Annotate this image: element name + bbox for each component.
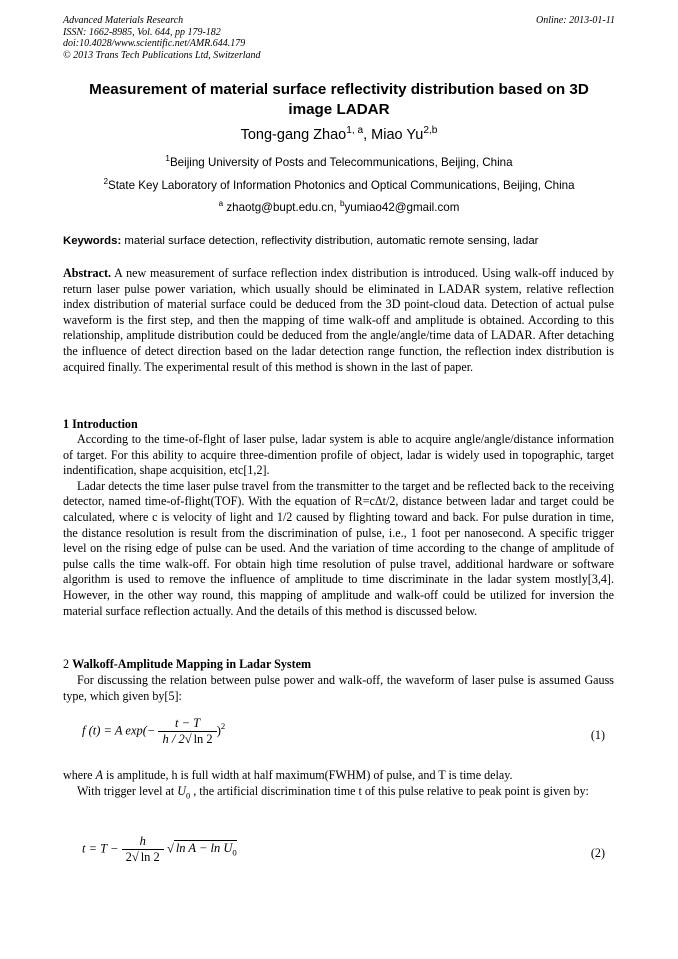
eq2-radicand-text: ln A − ln U bbox=[175, 841, 233, 856]
eq1-lhs: f (t) = A exp(− bbox=[82, 723, 156, 738]
eq1-fraction bbox=[158, 716, 216, 747]
equation-2 bbox=[82, 834, 237, 865]
sqrt-icon: √ bbox=[131, 850, 139, 864]
abstract-label: Abstract. bbox=[63, 266, 112, 280]
email-superscript: a bbox=[218, 199, 224, 209]
keywords-label: Keywords: bbox=[63, 235, 122, 247]
paragraph: Ladar detects the time laser pulse travel from the transmitter to the target and be reflected back to the receiving detector, named time-of-flight(TOF). With the equation of R=cΔt/2, distance between ladar and target could be calculated, where c is velocity of light and 1/2 caused by flighting toward and back. For pulse duration in time, the distance resolution is result from the discrimination of pulse, i.e., 1 foot per nanosecond. A specific trigger level on the rising edge of pulse can be used. And the variation of time according to the change of amplitude of pulse calls the time walk-off. For obtain high time resolution of pulse travel, additional hardware or software algorithm is used to remove the influence of amplitude to time discriminate in the ladar system mostly[3,4]. However, in the other way round, this mapping of amplitude and walk-off could be utilized for inversion the material surface reflection actually. And the details of this method is discussed below. bbox=[63, 478, 614, 618]
eq2-radicand-sub: 0 bbox=[232, 847, 237, 858]
affiliation-text: Beijing University of Posts and Telecommunications, Beijing, China bbox=[169, 156, 513, 169]
issn: ISSN: 1662-8985, Vol. 644, pp 179-182 bbox=[63, 26, 221, 38]
text-run: where bbox=[63, 768, 96, 782]
eq2-fraction bbox=[122, 834, 164, 865]
online-date: Online: 2013-01-11 bbox=[536, 15, 615, 26]
text-run: With trigger level at bbox=[77, 783, 178, 798]
section-2-body bbox=[63, 768, 614, 804]
symbol-A: A bbox=[95, 768, 103, 782]
eq2-den-2: 2 bbox=[125, 850, 132, 864]
eq1-den-h: h / 2 bbox=[162, 732, 185, 746]
equation-1-number: (1) bbox=[590, 728, 605, 742]
section-2-intro bbox=[63, 673, 614, 704]
copyright: © 2013 Trans Tech Publications Ltd, Switzerland bbox=[63, 49, 261, 61]
eq2-radicand bbox=[174, 840, 237, 858]
email-superscript: b bbox=[339, 199, 345, 209]
section-2-heading bbox=[63, 657, 311, 672]
keywords-text: material surface detection, reflectivity distribution, automatic remote sensing, ladar bbox=[121, 235, 539, 247]
paragraph: According to the time-of-flght of laser pulse, ladar system is able to acquire angle/angle/distance information of target. For this ability to acquire three-dimention profile of object, ladar is widely used in topographic, target indentification, shape acquisition, etc[1,2]. bbox=[63, 432, 614, 478]
journal-header bbox=[63, 15, 615, 61]
eq2-numerator: h bbox=[122, 834, 164, 850]
eq1-close: ) bbox=[216, 723, 221, 738]
affiliation-text: State Key Laboratory of Information Photonics and Optical Communications, Beijing, China bbox=[107, 179, 575, 192]
equation-2-number: (2) bbox=[590, 846, 605, 860]
author-line bbox=[0, 127, 678, 143]
paragraph: For discussing the relation between pulse power and walk-off, the waveform of laser pulse is assumed Gauss type, which given by[5]: bbox=[63, 673, 614, 703]
affiliation-superscript: 1 bbox=[165, 154, 170, 164]
email-link[interactable]: yumiao42@gmail.com bbox=[344, 201, 460, 214]
eq1-den-ln: ln 2 bbox=[193, 732, 213, 746]
keywords bbox=[63, 235, 623, 247]
email-link[interactable]: zhaotg@bupt.edu.cn, bbox=[223, 201, 340, 214]
section-1-heading: 1 Introduction bbox=[63, 417, 138, 431]
abstract bbox=[63, 266, 614, 375]
author-superscript: 1, a bbox=[346, 125, 364, 137]
eq1-numerator: t − T bbox=[158, 716, 216, 732]
sqrt-icon: √ bbox=[184, 732, 192, 746]
affiliation-2 bbox=[0, 179, 678, 192]
journal-name: Advanced Materials Research bbox=[63, 15, 184, 26]
symbol-U: U bbox=[177, 783, 186, 798]
symbol-U-sub: 0 bbox=[186, 790, 191, 800]
author-superscript: 2,b bbox=[423, 125, 438, 137]
section-number: 2 bbox=[63, 657, 73, 671]
text-run: , the artificial discrimination time t of this pulse relative to peak point is given by: bbox=[190, 783, 589, 798]
paragraph bbox=[63, 768, 614, 784]
paragraph bbox=[63, 784, 614, 804]
eq1-square: 2 bbox=[220, 721, 226, 732]
equation-1 bbox=[82, 716, 225, 747]
sqrt-icon: √ bbox=[166, 841, 174, 856]
doi: doi:10.4028/www.scientific.net/AMR.644.179 bbox=[63, 38, 246, 49]
author-name: Miao Yu bbox=[371, 127, 424, 143]
section-title: Walkoff-Amplitude Mapping in Ladar System bbox=[72, 657, 312, 671]
eq2-den-ln: ln 2 bbox=[140, 850, 160, 864]
paper-title: Measurement of material surface reflectivity distribution based on 3D image LADAR bbox=[89, 81, 589, 118]
text-run: is amplitude, h is full width at half maximum(FWHM) of pulse, and T is time delay. bbox=[102, 768, 513, 782]
eq2-lhs: t = T − bbox=[82, 841, 119, 856]
affiliation-1 bbox=[0, 156, 678, 169]
eq1-denominator bbox=[158, 732, 216, 747]
section-1-body bbox=[63, 432, 614, 619]
author-name: Tong-gang Zhao bbox=[240, 127, 347, 143]
abstract-text: A new measurement of surface reflection index distribution is introduced. Using walk-off induced by return laser pulse power variation, which usually should be eliminated in LADAR system, relative reflection index distribution of material surface could be deduced from the 3D point-cloud data. Detection of actual pulse waveform is the first step, and then the mapping of time walk-off and amplitude is obtained. According to this relationship, amplitude distribution could be deduced from the angle/angle/time data of LADAR. After detaching the influence of detect direction based on the ladar detection range function, the reflection index distribution is acquired finally. The experimental result of this method is shown in the last of paper. bbox=[63, 266, 614, 374]
author-separator: , bbox=[363, 127, 372, 143]
email-line bbox=[0, 201, 678, 214]
eq2-denominator bbox=[122, 850, 164, 865]
affiliation-superscript: 2 bbox=[103, 177, 108, 187]
